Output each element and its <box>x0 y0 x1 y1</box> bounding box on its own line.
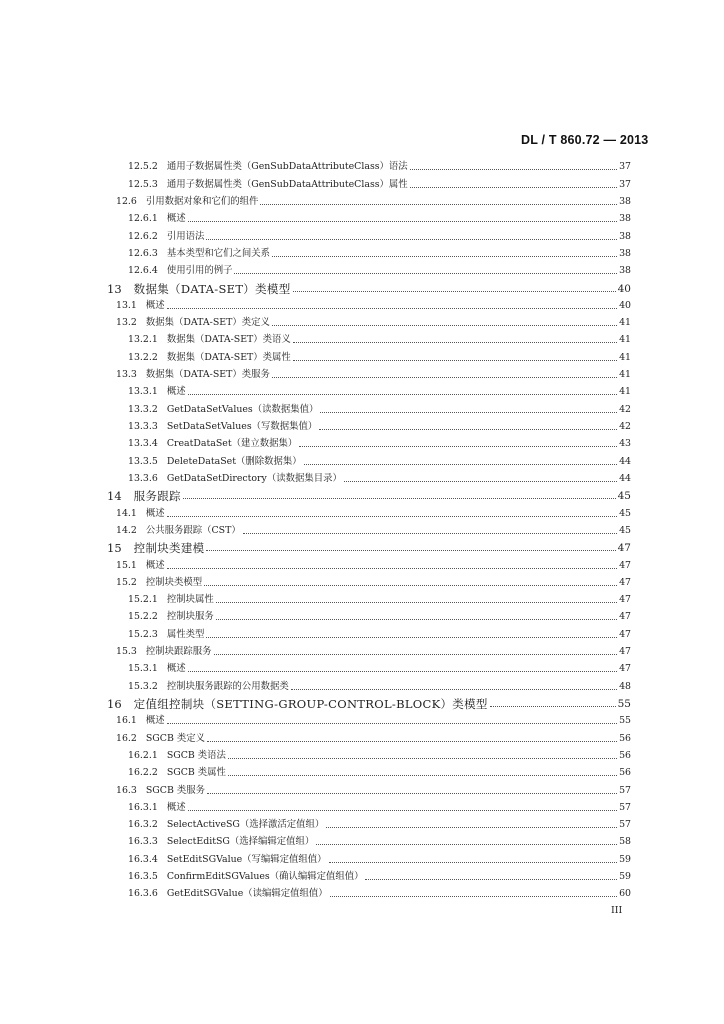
toc-entry[interactable] <box>0 277 724 294</box>
toc-entry-number: 15.2 <box>116 576 137 588</box>
toc-entry[interactable] <box>0 502 724 519</box>
page-folio: III <box>611 905 623 916</box>
toc-entry-page: 57 <box>619 784 631 796</box>
toc-entry-number: 16.3.5 <box>128 871 158 883</box>
toc-entry-page: 57 <box>619 819 631 831</box>
toc-entry[interactable] <box>0 294 724 311</box>
dot-leader <box>320 412 617 413</box>
toc-entry[interactable] <box>0 468 724 485</box>
toc-entry-page: 48 <box>619 680 631 692</box>
toc-entry-page: 47 <box>619 611 631 623</box>
toc-entry-number: 15.2.1 <box>128 594 158 606</box>
dot-leader <box>260 204 617 205</box>
toc-entry[interactable] <box>0 450 724 467</box>
toc-entry[interactable] <box>0 606 724 623</box>
dot-leader <box>272 325 617 326</box>
toc-entry-page: 38 <box>619 213 631 225</box>
toc-entry[interactable] <box>0 675 724 692</box>
toc-entry[interactable] <box>0 883 724 900</box>
toc-entry-number: 14.1 <box>116 507 137 519</box>
toc-entry-title: 概述 <box>145 299 165 311</box>
toc-entry-page: 47 <box>619 646 631 658</box>
dot-leader <box>167 516 617 517</box>
toc-entry-page: 45 <box>619 524 631 536</box>
toc-entry-title: SGCB 类定义 <box>145 732 205 744</box>
toc-entry-page: 41 <box>619 386 631 398</box>
toc-entry-title: 数据集（DATA-SET）类属性 <box>166 351 291 363</box>
document-number: DL / T 860.72 — 2013 <box>521 133 649 147</box>
toc-entry[interactable] <box>0 814 724 831</box>
toc-entry-number: 16.2 <box>116 732 137 744</box>
dot-leader <box>304 464 617 465</box>
toc-entry-title: SelectEditSG（选择编辑定值组） <box>166 836 315 848</box>
toc-entry-title: 数据集（DATA-SET）类定义 <box>145 317 270 329</box>
toc-entry-title: 定值组控制块（SETTING-GROUP-CONTROL-BLOCK）类模型 <box>133 697 488 711</box>
toc-entry-page: 38 <box>619 196 631 207</box>
dot-leader <box>410 187 617 188</box>
toc-entry-number: 13.2 <box>116 317 137 329</box>
toc-entry[interactable] <box>0 346 724 363</box>
toc-entry-title: 数据集（DATA-SET）类服务 <box>145 369 270 381</box>
toc-entry-page: 41 <box>619 317 631 329</box>
toc-entry-page: 44 <box>619 472 631 484</box>
toc-entry-title: GetEditSGValue（读编辑定值组值） <box>166 888 328 900</box>
dot-leader <box>316 844 617 845</box>
toc-entry-title: 通用子数据属性类（GenSubDataAttributeClass）属性 <box>166 178 408 190</box>
dot-leader <box>207 793 617 794</box>
dot-leader <box>293 360 617 361</box>
toc-entry[interactable] <box>0 745 724 762</box>
toc-entry[interactable] <box>0 381 724 398</box>
dot-leader <box>167 723 617 724</box>
toc-entry[interactable] <box>0 173 724 190</box>
toc-entry-number: 12.6 <box>116 196 137 207</box>
toc-entry-title: 通用子数据属性类（GenSubDataAttributeClass）语法 <box>166 161 408 173</box>
toc-entry-page: 38 <box>619 265 631 277</box>
toc-entry-number: 13 <box>107 281 122 296</box>
toc-entry-page: 55 <box>617 698 631 710</box>
dot-leader <box>410 169 617 170</box>
toc-entry-number: 15.2.3 <box>128 628 158 640</box>
toc-entry-title: 引用语法 <box>166 230 205 242</box>
toc-entry-page: 56 <box>619 732 631 744</box>
toc-entry-page: 47 <box>619 576 631 588</box>
toc-entry-title: 控制块类模型 <box>145 576 203 588</box>
dot-leader <box>272 377 617 378</box>
toc-entry-title: 使用引用的例子 <box>166 265 233 277</box>
toc-entry-title: CreatDataSet（建立数据集） <box>166 438 298 450</box>
toc-entry-title: 控制块跟踪服务 <box>145 646 212 658</box>
toc-entry-number: 13.3 <box>116 369 137 381</box>
toc-entry-page: 47 <box>619 559 631 571</box>
dot-leader <box>365 879 617 880</box>
toc-entry-page: 40 <box>617 282 631 295</box>
toc-entry-title: SetEditSGValue（写编辑定值组值） <box>166 853 327 865</box>
toc-entry-title: 数据集（DATA-SET）类模型 <box>133 281 291 296</box>
toc-entry[interactable] <box>0 260 724 277</box>
toc-entry-number: 15.2.2 <box>128 611 158 623</box>
toc-entry-number: 13.3.1 <box>128 386 158 398</box>
toc-entry-page: 42 <box>619 421 631 433</box>
toc-entry-title: GetDataSetValues（读数据集值） <box>166 403 319 415</box>
dot-leader <box>206 550 615 551</box>
toc-entry-title: 基本类型和它们之间关系 <box>166 247 270 259</box>
toc-entry-number: 15.3 <box>116 646 137 658</box>
toc-entry-title: 概述 <box>145 559 165 571</box>
toc-entry-page: 58 <box>619 836 631 848</box>
toc-entry-title: 概述 <box>166 213 186 225</box>
toc-entry-number: 15.3.1 <box>128 663 158 675</box>
dot-leader <box>330 896 617 897</box>
toc-entry-number: 13.3.6 <box>128 472 158 484</box>
toc-entry-title: 属性类型 <box>166 628 205 640</box>
toc-entry-number: 16.1 <box>116 715 137 727</box>
toc-entry[interactable] <box>0 623 724 640</box>
toc-entry[interactable] <box>0 779 724 796</box>
dot-leader <box>326 827 617 828</box>
toc-entry[interactable] <box>0 398 724 415</box>
toc-entry[interactable] <box>0 641 724 658</box>
toc-entry-title: GetDataSetDirectory（读数据集目录） <box>166 472 342 484</box>
dot-leader <box>188 810 617 811</box>
toc-entry[interactable] <box>0 554 724 571</box>
toc-entry[interactable] <box>0 433 724 450</box>
toc-entry[interactable] <box>0 762 724 779</box>
toc-entry-number: 12.6.2 <box>128 230 158 242</box>
toc-entry[interactable] <box>0 416 724 433</box>
toc-entry-number: 13.3.5 <box>128 455 158 467</box>
toc-entry[interactable] <box>0 693 724 710</box>
toc-entry-title: SGCB 类服务 <box>145 784 205 796</box>
dot-leader <box>228 775 617 776</box>
toc-entry-page: 38 <box>619 230 631 242</box>
toc-entry-title: SelectActiveSG（选择激活定值组） <box>166 819 325 831</box>
toc-entry-page: 57 <box>619 801 631 813</box>
dot-leader <box>206 637 617 638</box>
toc-entry-title: 控制块服务 <box>166 611 214 623</box>
toc-entry-title: SetDataSetValues（写数据集值） <box>166 421 318 433</box>
toc-entry-page: 47 <box>617 542 631 555</box>
toc-entry-title: 引用数据对象和它们的组件 <box>145 196 259 207</box>
toc-entry-number: 12.6.3 <box>128 247 158 259</box>
toc-entry-title: 控制块类建模 <box>133 541 205 556</box>
toc-entry-page: 37 <box>619 161 631 173</box>
toc-entry-number: 12.5.2 <box>128 161 158 173</box>
toc-entry[interactable] <box>0 710 724 727</box>
toc-entry-number: 16.3.1 <box>128 801 158 813</box>
dot-leader <box>188 394 617 395</box>
toc-entry-number: 16.2.1 <box>128 749 158 761</box>
dot-leader <box>344 481 617 482</box>
toc-entry[interactable] <box>0 658 724 675</box>
toc-entry[interactable] <box>0 589 724 606</box>
toc-entry-page: 42 <box>619 403 631 415</box>
toc-entry-number: 12.5.3 <box>128 178 158 190</box>
toc-entry-number: 16 <box>107 697 122 711</box>
toc-entry-number: 13.2.2 <box>128 351 158 363</box>
toc-entry-title: 公共服务跟踪（CST） <box>145 524 241 536</box>
toc-entry-number: 14 <box>107 489 122 504</box>
toc-entry-page: 47 <box>619 628 631 640</box>
toc-entry[interactable] <box>0 485 724 502</box>
toc-entry[interactable] <box>0 796 724 813</box>
table-of-contents <box>0 156 724 900</box>
toc-entry-page: 38 <box>619 247 631 259</box>
toc-entry[interactable] <box>0 520 724 537</box>
toc-entry-title: SGCB 类语法 <box>166 749 226 761</box>
toc-entry-number: 16.3.3 <box>128 836 158 848</box>
toc-entry[interactable] <box>0 156 724 173</box>
toc-entry-number: 13.1 <box>116 299 137 311</box>
toc-entry-number: 12.6.1 <box>128 213 158 225</box>
toc-entry[interactable] <box>0 866 724 883</box>
toc-entry-title: 数据集（DATA-SET）类语义 <box>166 334 291 346</box>
dot-leader <box>293 342 617 343</box>
toc-entry-page: 41 <box>619 351 631 363</box>
toc-entry-page: 44 <box>619 455 631 467</box>
dot-leader <box>206 239 617 240</box>
dot-leader <box>291 689 617 690</box>
toc-entry-number: 16.3.6 <box>128 888 158 900</box>
dot-leader <box>329 862 617 863</box>
toc-entry[interactable] <box>0 208 724 225</box>
toc-entry[interactable] <box>0 537 724 554</box>
toc-entry[interactable] <box>0 831 724 848</box>
dot-leader <box>188 221 617 222</box>
dot-leader <box>299 446 617 447</box>
toc-entry-page: 41 <box>619 369 631 381</box>
dot-leader <box>234 273 617 274</box>
toc-entry-page: 60 <box>619 888 631 900</box>
toc-entry-page: 37 <box>619 178 631 190</box>
toc-entry-number: 13.3.4 <box>128 438 158 450</box>
dot-leader <box>319 429 617 430</box>
toc-entry-page: 45 <box>617 490 631 503</box>
toc-entry-title: 概述 <box>145 507 165 519</box>
toc-entry-number: 16.3.4 <box>128 853 158 865</box>
dot-leader <box>204 585 617 586</box>
toc-entry[interactable] <box>0 727 724 744</box>
toc-entry-page: 56 <box>619 749 631 761</box>
toc-entry-number: 16.3 <box>116 784 137 796</box>
toc-entry-page: 41 <box>619 334 631 346</box>
dot-leader <box>272 256 617 257</box>
toc-entry-title: 服务跟踪 <box>133 489 181 504</box>
dot-leader <box>293 291 616 292</box>
toc-entry-number: 15 <box>107 541 122 556</box>
toc-entry[interactable] <box>0 364 724 381</box>
toc-entry[interactable] <box>0 571 724 588</box>
toc-entry-title: 概述 <box>166 663 186 675</box>
toc-entry-title: ConfirmEditSGValues（确认编辑定值组值） <box>166 871 364 883</box>
toc-entry-number: 14.2 <box>116 524 137 536</box>
toc-entry-page: 45 <box>619 507 631 519</box>
toc-entry-number: 16.3.2 <box>128 819 158 831</box>
toc-entry-page: 43 <box>619 438 631 450</box>
toc-entry-title: 控制块属性 <box>166 594 214 606</box>
toc-entry-page: 59 <box>619 853 631 865</box>
toc-entry[interactable] <box>0 848 724 865</box>
toc-entry[interactable] <box>0 225 724 242</box>
toc-entry[interactable] <box>0 329 724 346</box>
toc-entry-page: 55 <box>619 715 631 727</box>
dot-leader <box>188 671 617 672</box>
toc-entry-page: 59 <box>619 871 631 883</box>
dot-leader <box>228 758 617 759</box>
dot-leader <box>216 602 617 603</box>
dot-leader <box>183 498 616 499</box>
toc-entry-number: 13.3.2 <box>128 403 158 415</box>
toc-entry-number: 16.2.2 <box>128 767 158 779</box>
toc-entry-number: 12.6.4 <box>128 265 158 277</box>
toc-entry-title: 概述 <box>145 715 165 727</box>
toc-entry-page: 47 <box>619 594 631 606</box>
toc-entry[interactable] <box>0 312 724 329</box>
toc-entry-number: 13.3.3 <box>128 421 158 433</box>
dot-leader <box>243 533 617 534</box>
toc-entry-page: 47 <box>619 663 631 675</box>
toc-entry[interactable] <box>0 191 724 208</box>
dot-leader <box>216 619 617 620</box>
toc-entry-number: 15.3.2 <box>128 680 158 692</box>
toc-entry-title: 概述 <box>166 801 186 813</box>
toc-entry-title: DeleteDataSet（删除数据集） <box>166 455 302 467</box>
toc-entry-number: 15.1 <box>116 559 137 571</box>
dot-leader <box>167 308 617 309</box>
toc-entry-page: 56 <box>619 767 631 779</box>
toc-entry-title: 概述 <box>166 386 186 398</box>
dot-leader <box>214 654 617 655</box>
toc-entry-page: 40 <box>619 299 631 311</box>
toc-entry-title: 控制块服务跟踪的公用数据类 <box>166 680 289 692</box>
dot-leader <box>490 706 616 707</box>
dot-leader <box>167 568 617 569</box>
dot-leader <box>207 741 617 742</box>
toc-entry[interactable] <box>0 243 724 260</box>
toc-entry-number: 13.2.1 <box>128 334 158 346</box>
toc-entry-title: SGCB 类属性 <box>166 767 226 779</box>
